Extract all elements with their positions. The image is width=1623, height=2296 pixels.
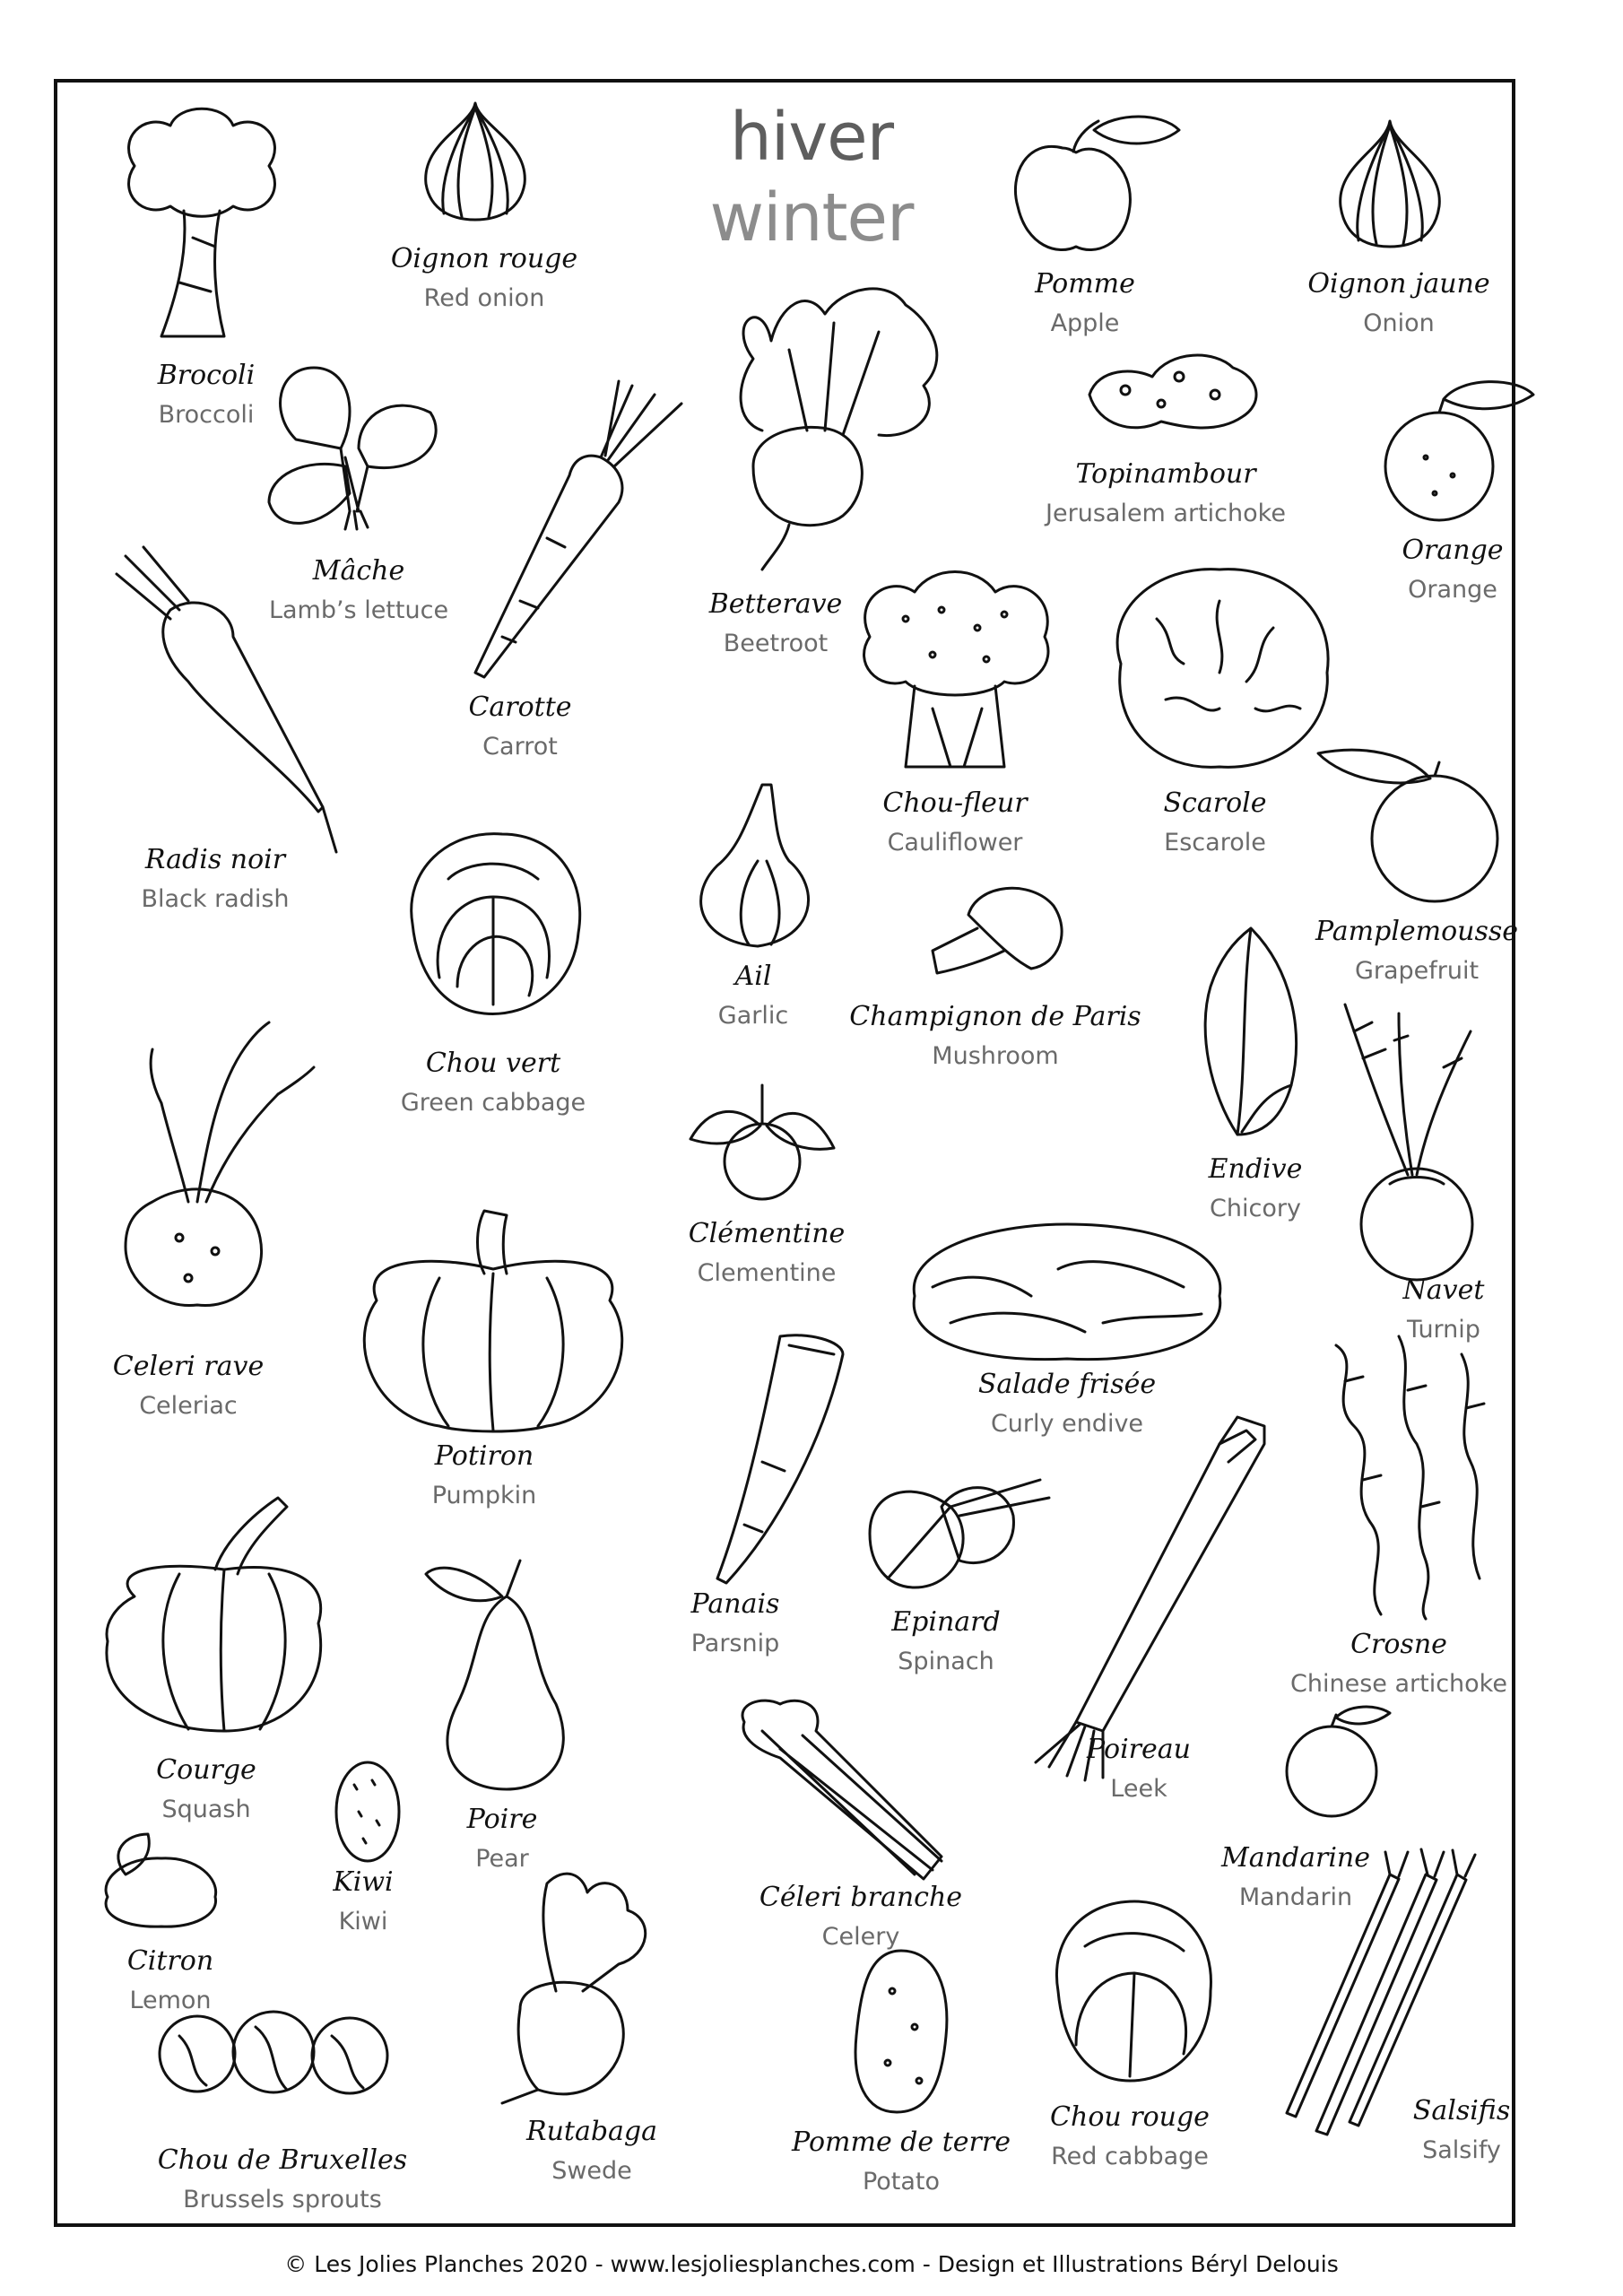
item-label-en: Apple <box>1050 309 1120 337</box>
item-label-en: Celery <box>821 1923 900 1951</box>
item-label-en: Mushroom <box>932 1042 1059 1070</box>
item-label-fr: Rutabaga <box>525 2116 658 2147</box>
grapefruit-icon <box>1309 744 1506 906</box>
title-english: winter <box>709 179 914 257</box>
pear-icon <box>421 1552 583 1794</box>
item-label-fr: Betterave <box>708 588 843 620</box>
onion-icon <box>1327 117 1453 251</box>
item-label-fr: Mandarine <box>1220 1842 1371 1874</box>
item-label-fr: Brocoli <box>157 360 256 391</box>
item-label-en: Brussels sprouts <box>183 2186 382 2213</box>
beetroot-icon <box>699 269 959 574</box>
chicory-icon <box>1193 924 1309 1139</box>
garlic-icon <box>686 780 820 951</box>
item-label-en: Pear <box>475 1845 529 1873</box>
mushroom-icon <box>924 879 1067 987</box>
mandarin-icon <box>1273 1704 1399 1821</box>
item-label-en: Clementine <box>697 1259 837 1287</box>
item-label-en: Leek <box>1110 1775 1167 1803</box>
item-label-en: Jerusalem artichoke <box>1046 500 1286 527</box>
item-label-fr: Salade frisée <box>977 1369 1157 1400</box>
item-label-fr: Kiwi <box>333 1866 394 1898</box>
title-french: hiver <box>729 99 894 176</box>
item-label-en: Red onion <box>423 284 545 312</box>
escarole-icon <box>1103 565 1336 771</box>
item-label-en: Green cabbage <box>400 1089 586 1117</box>
item-label-en: Mandarin <box>1238 1883 1353 1911</box>
clementine-icon <box>681 1076 843 1202</box>
item-label-fr: Courge <box>156 1754 256 1786</box>
item-label-en: Escarole <box>1164 829 1266 857</box>
item-label-fr: Chou-fleur <box>882 787 1028 819</box>
green-cabbage-icon <box>395 825 592 1022</box>
leek-icon <box>995 1408 1291 1785</box>
item-label-en: Kiwi <box>338 1908 388 1935</box>
item-label-en: Chicory <box>1210 1195 1301 1222</box>
item-label-en: Lemon <box>129 1987 212 2014</box>
item-label-fr: Scarole <box>1163 787 1267 819</box>
curly-endive-icon <box>897 1215 1237 1368</box>
item-label-en: Red cabbage <box>1051 2143 1209 2170</box>
item-label-fr: Epinard <box>891 1606 1001 1638</box>
item-label-en: Squash <box>161 1796 251 1823</box>
item-label-en: Garlic <box>717 1002 789 1030</box>
item-label-en: Cauliflower <box>887 829 1023 857</box>
celeriac-icon <box>99 1013 323 1318</box>
item-label-fr: Champignon de Paris <box>849 1001 1141 1032</box>
footer-credits: © Les Jolies Planches 2020 - www.lesjoliesplanches.com - Design et Illustrations Béryl Delouis <box>284 2251 1339 2277</box>
chinese-artichoke-icon <box>1309 1327 1506 1623</box>
item-label-fr: Endive <box>1208 1153 1303 1185</box>
item-label-en: Curly endive <box>990 1410 1144 1438</box>
item-label-en: Turnip <box>1407 1316 1480 1344</box>
turnip-icon <box>1318 996 1515 1283</box>
item-label-fr: Navet <box>1402 1274 1485 1306</box>
item-label-en: Parsnip <box>690 1630 780 1657</box>
broccoli-icon <box>117 103 287 345</box>
potato-icon <box>847 1946 955 2117</box>
item-label-fr: Clémentine <box>688 1218 846 1249</box>
carrot-icon <box>466 377 690 682</box>
item-label-fr: Orange <box>1402 535 1504 566</box>
item-label-en: Swede <box>551 2157 632 2185</box>
item-label-en: Potato <box>862 2168 941 2196</box>
apple-icon <box>1009 112 1188 256</box>
brussels-sprouts-icon <box>152 2000 395 2108</box>
item-label-fr: Chou rouge <box>1050 2101 1210 2133</box>
item-label-en: Grapefruit <box>1354 957 1480 985</box>
item-label-fr: Oignon rouge <box>390 243 578 274</box>
item-label-fr: Panais <box>690 1588 780 1620</box>
orange-icon <box>1381 377 1542 529</box>
item-label-en: Celeriac <box>139 1392 238 1420</box>
red-cabbage-icon <box>1040 1892 1219 2090</box>
red-onion-icon <box>412 99 538 224</box>
item-label-en: Pumpkin <box>431 1482 537 1509</box>
item-label-fr: Pomme <box>1035 268 1135 300</box>
squash-icon <box>90 1489 341 1740</box>
item-label-fr: Ail <box>734 961 772 992</box>
item-label-fr: Radis noir <box>144 844 286 875</box>
item-label-fr: Topinambour <box>1075 458 1256 490</box>
item-label-fr: Pomme de terre <box>792 2126 1011 2158</box>
item-label-en: Chinese artichoke <box>1290 1670 1507 1698</box>
item-label-en: Salsify <box>1422 2136 1501 2164</box>
item-label-fr: Citron <box>126 1945 214 1977</box>
item-label-en: Spinach <box>898 1648 994 1675</box>
item-label-en: Beetroot <box>723 630 829 657</box>
celery-icon <box>726 1695 959 1892</box>
parsnip-icon <box>708 1327 861 1587</box>
jerusalem-artichoke-icon <box>1081 341 1269 439</box>
swede-icon <box>484 1866 664 2108</box>
item-label-fr: Pamplemousse <box>1315 916 1519 947</box>
item-label-fr: Salsifis <box>1412 2095 1511 2126</box>
pumpkin-icon <box>341 1202 646 1435</box>
item-label-en: Onion <box>1363 309 1435 337</box>
item-label-en: Carrot <box>482 733 558 761</box>
kiwi-icon <box>332 1758 404 1866</box>
cauliflower-icon <box>852 565 1058 771</box>
lambs-lettuce-icon <box>260 359 457 538</box>
black-radish-icon <box>108 538 359 861</box>
item-label-fr: Carotte <box>468 691 572 723</box>
item-label-fr: Oignon jaune <box>1307 268 1490 300</box>
item-label-fr: Chou vert <box>425 1048 561 1079</box>
lemon-icon <box>90 1830 224 1928</box>
item-label-fr: Crosne <box>1350 1629 1447 1660</box>
item-label-fr: Mâche <box>312 555 405 587</box>
item-label-fr: Chou de Bruxelles <box>157 2144 408 2176</box>
item-label-en: Black radish <box>141 885 290 913</box>
item-label-en: Broccoli <box>158 401 255 429</box>
item-label-fr: Céleri branche <box>759 1882 963 1913</box>
item-label-fr: Potiron <box>434 1440 534 1472</box>
item-label-fr: Poire <box>466 1804 538 1835</box>
item-label-fr: Poireau <box>1087 1734 1191 1765</box>
item-label-en: Lamb’s lettuce <box>268 596 449 624</box>
item-label-fr: Celeri rave <box>112 1351 265 1382</box>
item-label-en: Orange <box>1408 576 1497 604</box>
